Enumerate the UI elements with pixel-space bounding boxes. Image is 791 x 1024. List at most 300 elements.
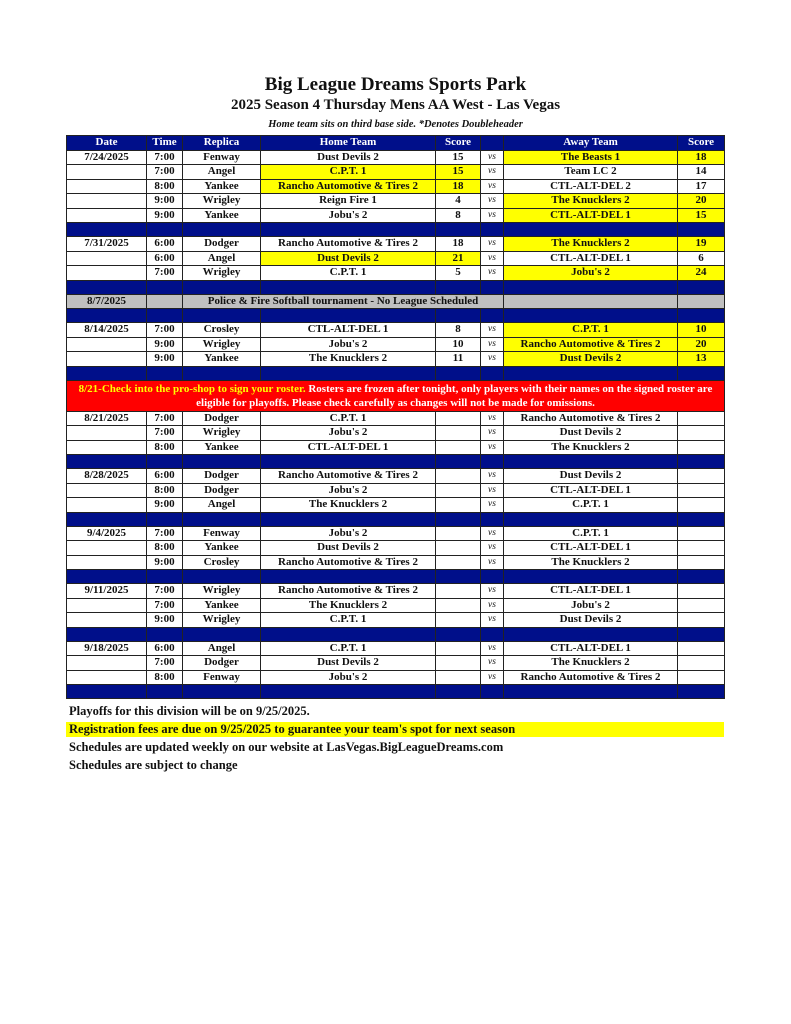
game-row: [67, 426, 725, 441]
away-score: 20: [678, 194, 725, 209]
game-time: 7:00: [147, 323, 183, 338]
away-team: CTL-ALT-DEL 1: [504, 541, 678, 556]
home-score: 10: [436, 337, 481, 352]
separator-cell: [436, 570, 481, 584]
separator-cell: [481, 512, 504, 526]
game-row: [67, 483, 725, 498]
away-team: The Knucklers 2: [504, 237, 678, 252]
separator-cell: [436, 309, 481, 323]
vs-label: vs: [481, 483, 504, 498]
game-date: 9/18/2025: [67, 641, 147, 656]
away-team: Team LC 2: [504, 165, 678, 180]
game-replica: Wrigley: [183, 613, 261, 628]
game-row: [67, 613, 725, 628]
separator-cell: [261, 280, 436, 294]
away-team: C.P.T. 1: [504, 498, 678, 513]
game-date: 9/11/2025: [67, 584, 147, 599]
no-league-date: 8/7/2025: [67, 294, 147, 309]
game-row: [67, 251, 725, 266]
separator-cell: [67, 309, 147, 323]
away-score: 15: [678, 208, 725, 223]
separator-cell: [147, 455, 183, 469]
away-score: 6: [678, 251, 725, 266]
home-team: Reign Fire 1: [261, 194, 436, 209]
away-score: [678, 541, 725, 556]
away-team: Jobu's 2: [504, 266, 678, 281]
home-score: [436, 498, 481, 513]
separator-cell: [261, 223, 436, 237]
game-replica: Dodger: [183, 656, 261, 671]
separator-cell: [678, 280, 725, 294]
game-date: [67, 426, 147, 441]
separator-cell: [481, 627, 504, 641]
home-score: 11: [436, 352, 481, 367]
separator-cell: [504, 685, 678, 699]
separator-cell: [481, 685, 504, 699]
home-score: 15: [436, 150, 481, 165]
vs-label: vs: [481, 440, 504, 455]
game-time: 7:00: [147, 150, 183, 165]
game-row: [67, 526, 725, 541]
vs-label: vs: [481, 469, 504, 484]
game-date: [67, 337, 147, 352]
subject-to-change-note: Schedules are subject to change: [69, 758, 238, 772]
away-score: [678, 641, 725, 656]
vs-label: vs: [481, 266, 504, 281]
separator-cell: [504, 280, 678, 294]
home-score: [436, 641, 481, 656]
separator-cell: [67, 280, 147, 294]
home-score: 8: [436, 208, 481, 223]
separator-cell: [147, 280, 183, 294]
game-replica: Yankee: [183, 179, 261, 194]
away-score: [678, 656, 725, 671]
game-date: [67, 179, 147, 194]
game-time: 8:00: [147, 179, 183, 194]
separator-cell: [678, 570, 725, 584]
home-team: Jobu's 2: [261, 526, 436, 541]
away-score: 24: [678, 266, 725, 281]
roster-alert-row: [67, 380, 725, 411]
home-team: The Knucklers 2: [261, 352, 436, 367]
game-row: [67, 498, 725, 513]
away-team: Rancho Automotive & Tires 2: [504, 670, 678, 685]
game-row: [67, 337, 725, 352]
separator-cell: [678, 366, 725, 380]
separator-cell: [147, 570, 183, 584]
alert-rest: Rosters are frozen after tonight, only players with their names on the signed roster are eligible for playoffs. Please check carefully as changes will not be made for omissions.: [196, 382, 713, 409]
separator-cell: [67, 223, 147, 237]
game-time: 9:00: [147, 555, 183, 570]
vs-label: vs: [481, 426, 504, 441]
home-team: Rancho Automotive & Tires 2: [261, 469, 436, 484]
away-score: 14: [678, 165, 725, 180]
away-score: [678, 411, 725, 426]
game-row: [67, 323, 725, 338]
separator-row: [67, 223, 725, 237]
game-date: [67, 555, 147, 570]
separator-cell: [147, 309, 183, 323]
game-row: [67, 165, 725, 180]
separator-row: [67, 366, 725, 380]
away-team: The Beasts 1: [504, 150, 678, 165]
separator-cell: [481, 570, 504, 584]
home-team: C.P.T. 1: [261, 411, 436, 426]
separator-row: [67, 455, 725, 469]
game-row: [67, 179, 725, 194]
vs-label: vs: [481, 208, 504, 223]
home-team: CTL-ALT-DEL 1: [261, 440, 436, 455]
game-date: 7/31/2025: [67, 237, 147, 252]
game-date: [67, 541, 147, 556]
away-team: The Knucklers 2: [504, 194, 678, 209]
separator-cell: [67, 512, 147, 526]
vs-label: vs: [481, 541, 504, 556]
home-team: C.P.T. 1: [261, 641, 436, 656]
game-time: 7:00: [147, 266, 183, 281]
game-row: [67, 584, 725, 599]
separator-cell: [147, 223, 183, 237]
game-replica: Dodger: [183, 483, 261, 498]
separator-cell: [481, 223, 504, 237]
separator-cell: [481, 309, 504, 323]
game-row: [67, 555, 725, 570]
game-date: [67, 266, 147, 281]
game-row: [67, 598, 725, 613]
game-replica: Yankee: [183, 352, 261, 367]
away-team: Dust Devils 2: [504, 613, 678, 628]
away-score: 17: [678, 179, 725, 194]
empty-cell: [504, 294, 678, 309]
separator-cell: [504, 309, 678, 323]
game-date: [67, 613, 147, 628]
home-team: C.P.T. 1: [261, 613, 436, 628]
playoffs-note: Playoffs for this division will be on 9/25/2025.: [69, 704, 310, 718]
home-score: [436, 411, 481, 426]
vs-label: vs: [481, 337, 504, 352]
separator-cell: [481, 455, 504, 469]
home-score: 8: [436, 323, 481, 338]
col-vs: [481, 136, 504, 151]
game-replica: Wrigley: [183, 337, 261, 352]
vs-label: vs: [481, 498, 504, 513]
game-replica: Dodger: [183, 237, 261, 252]
separator-cell: [261, 455, 436, 469]
separator-cell: [67, 627, 147, 641]
home-team: CTL-ALT-DEL 1: [261, 323, 436, 338]
separator-row: [67, 309, 725, 323]
col-replica: Replica: [183, 136, 261, 151]
game-time: 9:00: [147, 337, 183, 352]
separator-cell: [436, 366, 481, 380]
separator-cell: [183, 512, 261, 526]
vs-label: vs: [481, 194, 504, 209]
game-time: 9:00: [147, 498, 183, 513]
game-replica: Yankee: [183, 208, 261, 223]
separator-cell: [183, 223, 261, 237]
header-row: [67, 136, 725, 151]
separator-cell: [504, 512, 678, 526]
separator-cell: [504, 455, 678, 469]
vs-label: vs: [481, 584, 504, 599]
game-replica: Fenway: [183, 150, 261, 165]
game-row: [67, 150, 725, 165]
game-replica: Wrigley: [183, 584, 261, 599]
separator-row: [67, 570, 725, 584]
game-replica: Angel: [183, 641, 261, 656]
vs-label: vs: [481, 641, 504, 656]
game-replica: Wrigley: [183, 194, 261, 209]
away-team: The Knucklers 2: [504, 656, 678, 671]
game-replica: Dodger: [183, 411, 261, 426]
game-replica: Dodger: [183, 469, 261, 484]
game-time: 7:00: [147, 584, 183, 599]
home-team: The Knucklers 2: [261, 498, 436, 513]
game-row: [67, 352, 725, 367]
separator-row: [67, 685, 725, 699]
home-team: Rancho Automotive & Tires 2: [261, 584, 436, 599]
home-score: [436, 426, 481, 441]
game-time: 7:00: [147, 165, 183, 180]
home-team: Dust Devils 2: [261, 251, 436, 266]
separator-cell: [504, 223, 678, 237]
separator-cell: [436, 223, 481, 237]
col-home-team: Home Team: [261, 136, 436, 151]
separator-cell: [436, 685, 481, 699]
away-team: CTL-ALT-DEL 1: [504, 208, 678, 223]
game-date: 8/14/2025: [67, 323, 147, 338]
game-time: 6:00: [147, 641, 183, 656]
col-date: Date: [67, 136, 147, 151]
game-date: [67, 598, 147, 613]
separator-cell: [436, 627, 481, 641]
vs-label: vs: [481, 555, 504, 570]
game-time: 7:00: [147, 526, 183, 541]
game-replica: Angel: [183, 498, 261, 513]
away-score: 18: [678, 150, 725, 165]
game-row: [67, 541, 725, 556]
home-team: C.P.T. 1: [261, 266, 436, 281]
separator-cell: [183, 455, 261, 469]
separator-cell: [261, 512, 436, 526]
game-time: 9:00: [147, 613, 183, 628]
vs-label: vs: [481, 352, 504, 367]
game-date: [67, 483, 147, 498]
home-score: [436, 670, 481, 685]
game-time: 6:00: [147, 469, 183, 484]
game-time: 8:00: [147, 541, 183, 556]
game-replica: Yankee: [183, 598, 261, 613]
vs-label: vs: [481, 251, 504, 266]
separator-cell: [436, 280, 481, 294]
separator-cell: [436, 455, 481, 469]
away-team: Jobu's 2: [504, 598, 678, 613]
game-replica: Yankee: [183, 541, 261, 556]
away-team: Dust Devils 2: [504, 426, 678, 441]
registration-note: Registration fees are due on 9/25/2025 to guarantee your team's spot for next season: [66, 722, 724, 737]
separator-cell: [67, 570, 147, 584]
away-score: [678, 613, 725, 628]
game-replica: Crosley: [183, 555, 261, 570]
separator-cell: [183, 309, 261, 323]
separator-cell: [678, 455, 725, 469]
game-replica: Yankee: [183, 440, 261, 455]
game-time: 6:00: [147, 237, 183, 252]
game-row: [67, 670, 725, 685]
away-score: [678, 426, 725, 441]
home-score: [436, 613, 481, 628]
game-time: 7:00: [147, 426, 183, 441]
separator-cell: [504, 627, 678, 641]
col-away-team: Away Team: [504, 136, 678, 151]
home-score: 21: [436, 251, 481, 266]
separator-cell: [678, 512, 725, 526]
away-team: C.P.T. 1: [504, 526, 678, 541]
no-league-text: Police & Fire Softball tournament - No League Scheduled: [183, 294, 504, 309]
game-row: [67, 237, 725, 252]
home-team: Dust Devils 2: [261, 656, 436, 671]
home-score: [436, 584, 481, 599]
game-time: 7:00: [147, 598, 183, 613]
game-row: [67, 411, 725, 426]
empty-cell: [147, 294, 183, 309]
col-away-score: Score: [678, 136, 725, 151]
separator-cell: [261, 627, 436, 641]
separator-cell: [147, 685, 183, 699]
away-team: Rancho Automotive & Tires 2: [504, 337, 678, 352]
no-league-row: [67, 294, 725, 309]
home-score: [436, 526, 481, 541]
separator-row: [67, 627, 725, 641]
separator-cell: [183, 280, 261, 294]
away-team: The Knucklers 2: [504, 555, 678, 570]
game-row: [67, 266, 725, 281]
game-date: [67, 165, 147, 180]
away-team: Dust Devils 2: [504, 352, 678, 367]
away-score: [678, 526, 725, 541]
game-row: [67, 194, 725, 209]
vs-label: vs: [481, 613, 504, 628]
game-time: 6:00: [147, 251, 183, 266]
home-score: 18: [436, 237, 481, 252]
game-replica: Angel: [183, 165, 261, 180]
home-team: Rancho Automotive & Tires 2: [261, 179, 436, 194]
away-team: CTL-ALT-DEL 1: [504, 251, 678, 266]
game-replica: Angel: [183, 251, 261, 266]
home-team: Rancho Automotive & Tires 2: [261, 555, 436, 570]
game-time: 7:00: [147, 411, 183, 426]
col-home-score: Score: [436, 136, 481, 151]
separator-cell: [678, 223, 725, 237]
home-team: C.P.T. 1: [261, 165, 436, 180]
home-score: 18: [436, 179, 481, 194]
home-score: [436, 541, 481, 556]
game-date: 9/4/2025: [67, 526, 147, 541]
game-replica: Wrigley: [183, 266, 261, 281]
page-subtitle: 2025 Season 4 Thursday Mens AA West - Las Vegas: [230, 97, 561, 113]
game-row: [67, 440, 725, 455]
away-score: [678, 598, 725, 613]
separator-cell: [67, 455, 147, 469]
away-score: [678, 584, 725, 599]
separator-cell: [678, 627, 725, 641]
away-score: [678, 483, 725, 498]
separator-cell: [183, 366, 261, 380]
game-date: 8/28/2025: [67, 469, 147, 484]
away-team: CTL-ALT-DEL 2: [504, 179, 678, 194]
away-score: [678, 555, 725, 570]
separator-cell: [481, 366, 504, 380]
away-team: CTL-ALT-DEL 1: [504, 641, 678, 656]
game-date: [67, 656, 147, 671]
home-score: [436, 656, 481, 671]
separator-cell: [261, 309, 436, 323]
game-replica: Fenway: [183, 526, 261, 541]
col-time: Time: [147, 136, 183, 151]
vs-label: vs: [481, 323, 504, 338]
alert-prefix: 8/21-: [78, 382, 102, 395]
vs-label: vs: [481, 526, 504, 541]
home-score: [436, 483, 481, 498]
home-team: Jobu's 2: [261, 670, 436, 685]
game-time: 8:00: [147, 440, 183, 455]
home-score: 5: [436, 266, 481, 281]
separator-cell: [261, 366, 436, 380]
home-team: Jobu's 2: [261, 426, 436, 441]
away-team: CTL-ALT-DEL 1: [504, 483, 678, 498]
game-time: 8:00: [147, 670, 183, 685]
away-score: 20: [678, 337, 725, 352]
away-team: Rancho Automotive & Tires 2: [504, 411, 678, 426]
separator-cell: [147, 627, 183, 641]
away-team: C.P.T. 1: [504, 323, 678, 338]
vs-label: vs: [481, 598, 504, 613]
vs-label: vs: [481, 656, 504, 671]
game-replica: Wrigley: [183, 426, 261, 441]
separator-cell: [504, 570, 678, 584]
home-team: Jobu's 2: [261, 337, 436, 352]
game-replica: Crosley: [183, 323, 261, 338]
separator-cell: [183, 685, 261, 699]
away-score: [678, 498, 725, 513]
away-score: 19: [678, 237, 725, 252]
separator-row: [67, 280, 725, 294]
game-date: [67, 440, 147, 455]
roster-alert: [67, 380, 725, 411]
away-score: [678, 670, 725, 685]
separator-cell: [481, 280, 504, 294]
separator-cell: [261, 570, 436, 584]
home-team: Jobu's 2: [261, 208, 436, 223]
game-row: [67, 656, 725, 671]
home-score: 15: [436, 165, 481, 180]
home-score: [436, 598, 481, 613]
away-team: Dust Devils 2: [504, 469, 678, 484]
game-date: 7/24/2025: [67, 150, 147, 165]
vs-label: vs: [481, 150, 504, 165]
home-score: 4: [436, 194, 481, 209]
separator-cell: [67, 366, 147, 380]
game-replica: Fenway: [183, 670, 261, 685]
separator-cell: [436, 512, 481, 526]
page-title: Big League Dreams Sports Park: [264, 74, 527, 95]
away-score: 10: [678, 323, 725, 338]
vs-label: vs: [481, 237, 504, 252]
game-time: 8:00: [147, 483, 183, 498]
vs-label: vs: [481, 179, 504, 194]
game-time: 9:00: [147, 352, 183, 367]
away-score: [678, 440, 725, 455]
